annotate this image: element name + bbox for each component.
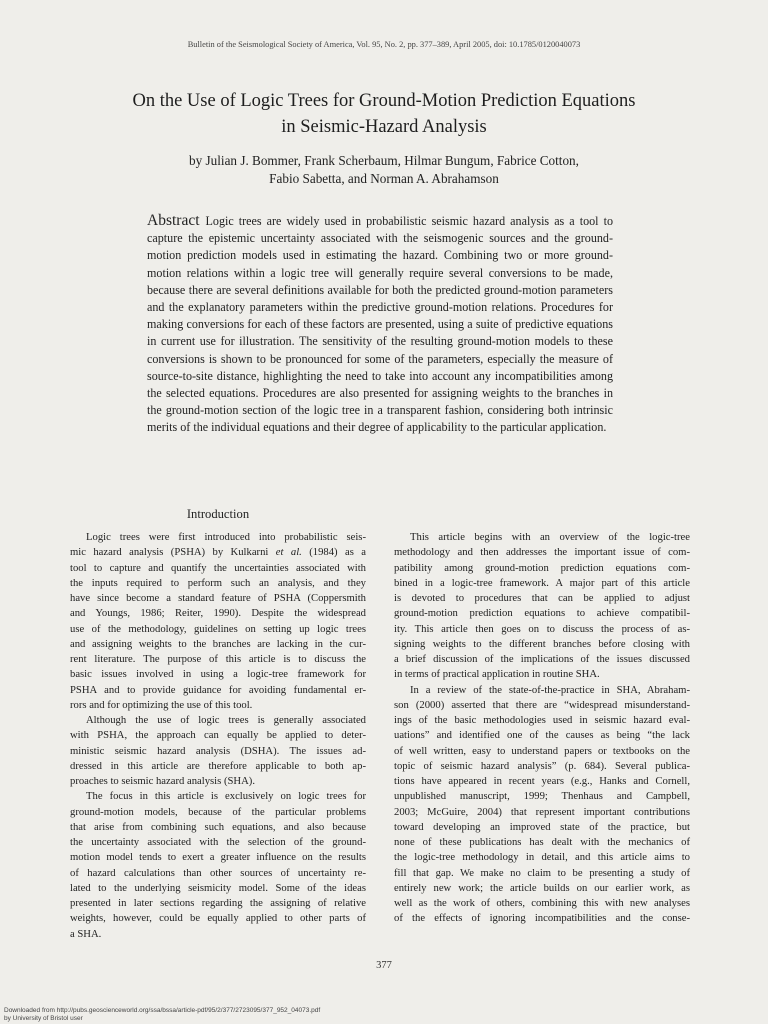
author-list	[60, 152, 708, 187]
text-line: methodology and then addresses the important issue of com-	[394, 547, 690, 559]
text-line: the inputs required to perform such an analysis, and they	[70, 577, 366, 589]
text-line: unpublished manuscript, 1999; Thenhaus and Campbell,	[394, 791, 690, 803]
abstract	[147, 212, 613, 437]
text-line: ground-motion models, because of the particular problems	[70, 806, 366, 818]
text-line: in terms of practical application in routine SHA.	[394, 669, 600, 681]
text-line: that arise from combining such equations, and also because	[70, 821, 366, 833]
text-line: a brief discussion of the implications of the issues discussed	[394, 654, 690, 665]
right-column	[394, 530, 690, 927]
text-line: The focus in this article is exclusively on logic trees for	[86, 791, 366, 803]
text-line: well as the work of others, combining this with new analyses	[394, 898, 690, 909]
text-line: rent literature. The purpose of this article is to discuss the	[70, 654, 366, 665]
text-line: uations” and identified one of the causes as being “the lack	[394, 730, 690, 742]
text-line: patibility among ground-motion prediction equations com-	[394, 562, 690, 574]
article-title	[60, 88, 708, 140]
author-line: by Julian J. Bommer, Frank Scherbaum, Hilmar Bungum, Fabrice Cotton,	[189, 153, 579, 168]
text-line: 2003; McGuire, 2004) that represent important contributions	[394, 806, 690, 818]
text-line: entirely new work; the article builds on our earlier work, as	[394, 882, 690, 894]
text-line: rors and for optimizing the use of this tool.	[70, 699, 253, 711]
text-line: mic hazard analysis (PSHA) by Kulkarni et al. (1984) as a	[70, 547, 367, 559]
text-line: basic issues involved in using a logic-tree framework for	[70, 669, 366, 681]
abstract-label: Abstract	[147, 212, 200, 229]
text-line: ground-motion prediction equations to achieve compatibil-	[394, 608, 690, 620]
text-line: fill that gap. We make no claim to be presenting a study of	[394, 867, 690, 879]
footer-line[interactable]: Downloaded from http://pubs.geoscienceworld.org/ssa/bssa/article-pdf/95/2/377/2723095/377_952_04073.pdf	[4, 1007, 321, 1014]
text-line: ministic seismic hazard analysis (DSHA). The issues ad-	[70, 745, 366, 757]
text-line: signing weights to the different branches before closing with	[394, 638, 690, 650]
text-line: motion model tends to exert a greater influence on the results	[70, 852, 366, 864]
footer-line: by University of Bristol user	[4, 1015, 83, 1022]
text-line: with PSHA, the approach can equally be applied to deter-	[70, 730, 366, 742]
text-line: use of the methodology, guidelines on setting up logic trees	[70, 623, 366, 635]
text-line: In a review of the state-of-the-practice in SHA, Abraham-	[410, 684, 690, 696]
text-line: toward developing an improved state of the practice, but	[394, 821, 690, 833]
title-line: On the Use of Logic Trees for Ground-Motion Prediction Equations	[132, 91, 636, 111]
text-line: of well written, easy to understand papers or textbooks on the	[394, 745, 690, 757]
title-line: in Seismic-Hazard Analysis	[281, 117, 487, 137]
text-line: son (2000) asserted that there are “widespread misunderstand-	[394, 699, 690, 711]
text-line: and Youngs, 1986; Reiter, 1990). Despite the widespread	[70, 608, 366, 620]
text-line: tool to capture and quantify the uncertainties associated with	[70, 562, 366, 574]
text-line: proaches to seismic hazard analysis (SHA).	[70, 776, 255, 787]
text-line: tions have appeared in recent years (e.g., Hanks and Cornell,	[394, 776, 690, 787]
text-line: is devoted to procedures that can be applied to adjust	[394, 593, 690, 604]
abstract-text: Logic trees are widely used in probabilistic seismic hazard analysis as a tool to capture the epistemic uncertainty associated with the seismogenic sources and the ground-motion prediction models used in estimating the hazard. Combining two or more ground-motion relations within a logic tree will generally require several conversions to be made, because there are several definitions available for both the predicted ground-motion parameters and the explanatory parameters within the predictive ground-motion relations. Procedures for making conversions for each of these factors are presented, using a suite of predictive equations in current use for illustration. The sensitivity of the resulting ground-motion models to these conversions is shown to be pronounced for some of the parameters, especially the measure of source-to-site distance, highlighting the need to take into account any incompatibilities among the selected equations. Procedures are also presented for assigning weights to the branches in the ground-motion section of the logic tree in a transparent fashion, considering both intrinsic merits of the individual equations and their degree of applicability to the particular application.	[147, 214, 613, 435]
author-line: Fabio Sabetta, and Norman A. Abrahamson	[269, 170, 499, 186]
text-line: topic of seismic hazard analysis” (p. 684). Several publica-	[394, 760, 690, 772]
download-footer[interactable]	[4, 1007, 764, 1023]
journal-header: Bulletin of the Seismological Society of America, Vol. 95, No. 2, pp. 377–389, April 2005, doi: 10.1785/0120040073	[187, 40, 581, 49]
text-line: have since become a standard feature of PSHA (Coppersmith	[70, 593, 366, 604]
section-heading-introduction: Introduction	[186, 507, 250, 521]
text-line: Although the use of logic trees is generally associated	[86, 715, 366, 726]
text-line: a SHA.	[70, 928, 102, 940]
page-number: 377	[376, 960, 392, 971]
text-line: of the effects of ignoring incompatibilities and the conse-	[394, 913, 690, 925]
text-line: ity. This article then goes on to discuss the process of as-	[394, 623, 690, 635]
text-line: none of these publications has dealt with the mechanics of	[394, 837, 690, 848]
text-line: dressed in this article are therefore applicable to both ap-	[70, 760, 366, 772]
text-line: PSHA and to provide guidance for avoiding fundamental er-	[70, 684, 366, 696]
text-line: ings of the basic methodologies used in seismic hazard eval-	[394, 715, 690, 726]
text-line: and assigning weights to the branches are lacking in the cur-	[70, 638, 366, 650]
text-line: presented in later sections regarding the assigning of relative	[70, 898, 366, 909]
text-line: the logic-tree methodology in detail, and this article aims to	[394, 852, 690, 864]
text-line: This article begins with an overview of the logic-tree	[410, 532, 690, 543]
text-line: bined in a logic-tree framework. A major part of this article	[394, 577, 690, 589]
text-line: Logic trees were first introduced into probabilistic seis-	[86, 532, 366, 543]
left-column	[70, 530, 366, 942]
text-line: lated to the underlying seismicity model. Some of the ideas	[70, 882, 366, 894]
text-line: weights, however, could be equally applied to other parts of	[70, 913, 366, 925]
text-line: the uncertainty associated with the selection of the ground-	[70, 837, 366, 848]
text-line: of hazard calculations than other sources of uncertainty re-	[70, 867, 366, 879]
